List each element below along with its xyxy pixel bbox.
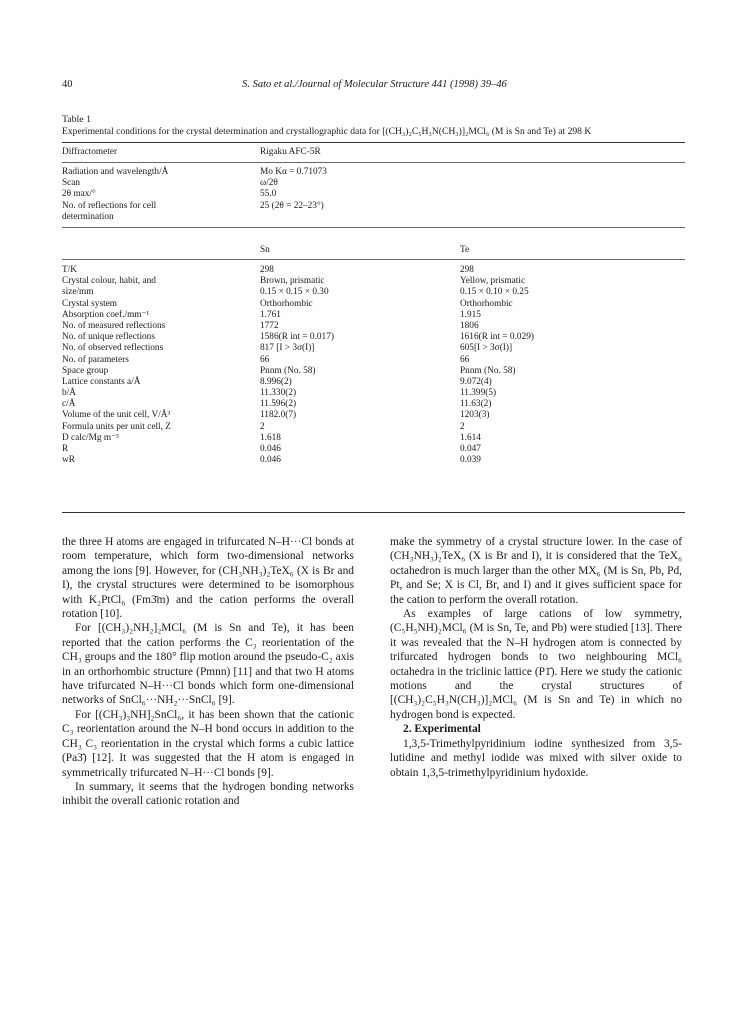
- row-sn-value: 2: [260, 421, 265, 432]
- table-row: [62, 167, 687, 178]
- page-number: 40: [62, 79, 73, 90]
- table-diffractometer-row: [62, 147, 687, 158]
- row-label: No. of measured reflections: [62, 320, 166, 331]
- table-column-headers: [62, 245, 687, 256]
- row-sn-value: 817 [I > 3σ(I)]: [260, 343, 315, 354]
- row-te-value: 0.039: [460, 455, 481, 466]
- row-label: Formula units per unit cell, Z: [62, 421, 171, 432]
- table-row: [62, 189, 687, 200]
- row-label: Absorption coef./mm⁻¹: [62, 309, 150, 320]
- row-label: Crystal colour, habit, and: [62, 276, 156, 287]
- left-paragraph: For [(CH₃)₂NH₂]₂MCl₆ (M is Sn and Te), it has been reported that the cation performs the C₃ reorientation of the CH₃ groups and the 180° flip motion around the pseudo-C₂ axis in an orthorhombic structure (Pmnn) [11] and that two H atoms have trifurcated N–H···Cl bonds which form one-dimensional networks of SnCl₆···NH₂···SnCl₆ [9].: [62, 622, 354, 707]
- row-sn-value: 0.046: [260, 444, 281, 454]
- table-bottom-rule: [62, 512, 685, 513]
- diffractometer-label: Diffractometer: [62, 147, 118, 157]
- row-label: Radiation and wavelength/Å: [62, 167, 169, 177]
- body-left-column: [62, 535, 354, 809]
- table-common-rows: [62, 167, 687, 223]
- row-sn-value: Orthorhombic: [260, 298, 313, 309]
- table-data-rows: [62, 265, 687, 466]
- left-paragraph: For [(CH₃)₃NH]₂SnCl₆, it has been shown that the cationic C₃ reorientation around the N–H bond occurs in addition to the CH₃ C₃ reorientation in the crystal which forms a cubic lattice (Pa3̄) [12]. It was suggested that the H atom is engaged in symmetrically trifurcated N–H···Cl bonds [9].: [62, 708, 354, 779]
- table-rule-2: [62, 227, 685, 228]
- row-sn-value: 1586(R int = 0.017): [260, 332, 334, 343]
- row-label: Volume of the unit cell, V/Å³: [62, 410, 171, 421]
- row-label: b/Å: [62, 388, 76, 399]
- table-row: [62, 422, 687, 433]
- row-value: 55.0: [260, 189, 277, 200]
- row-te-value: 2: [460, 421, 465, 432]
- row-label: No. of observed reflections: [62, 343, 164, 354]
- table-row: [62, 276, 687, 287]
- row-sn-value: 1.618: [260, 432, 281, 443]
- row-label: 2θ max/°: [62, 189, 96, 200]
- row-label: No. of reflections for cell: [62, 200, 157, 211]
- table-row: [62, 178, 687, 189]
- table-caption: Experimental conditions for the crystal determination and crystallographic data for [(CH₃)₂C₅H₃N(CH₃)]₂MCl₆ (M is Sn and Te) at 298 K: [62, 126, 592, 137]
- row-label: Lattice constants a/Å: [62, 376, 141, 387]
- table-row: [62, 287, 687, 298]
- row-value: 25 (2θ = 22–23°): [260, 200, 324, 211]
- row-value: Mo Kα = 0.71073: [260, 167, 327, 177]
- row-label: wR: [62, 455, 75, 466]
- row-label: D calc/Mg m⁻³: [62, 432, 119, 443]
- table-row: [62, 201, 687, 212]
- row-sn-value: 11.596(2): [260, 399, 297, 410]
- row-te-value: 0.15 × 0.10 × 0.25: [460, 287, 529, 298]
- table-row: [62, 366, 687, 377]
- row-sn-value: 298: [260, 265, 274, 275]
- table-label: Table 1: [62, 114, 91, 125]
- row-label: No. of parameters: [62, 354, 129, 365]
- table-row: [62, 299, 687, 310]
- table-row: [62, 388, 687, 399]
- running-header: [62, 79, 687, 93]
- row-sn-value: 1772: [260, 320, 279, 331]
- row-sn-value: 1.761: [260, 309, 281, 320]
- row-label: R: [62, 444, 69, 454]
- table-row: [62, 410, 687, 421]
- table-rule-1: [62, 162, 685, 163]
- table-row: [62, 310, 687, 321]
- table-row: [62, 399, 687, 410]
- row-sn-value: 8.996(2): [260, 376, 292, 387]
- table-row: [62, 212, 687, 223]
- table-row: [62, 455, 687, 466]
- row-label: size/mm: [62, 287, 94, 298]
- row-te-value: 605[I > 3σ(I)]: [460, 343, 513, 354]
- row-te-value: Orthorhombic: [460, 298, 513, 309]
- row-sn-value: 1182.0(7): [260, 410, 297, 421]
- table-row: [62, 444, 687, 455]
- row-te-value: 66: [460, 354, 470, 365]
- table-rule-3: [62, 259, 685, 260]
- table-row: [62, 343, 687, 354]
- table-row: [62, 321, 687, 332]
- row-sn-value: 66: [260, 354, 270, 365]
- table-row: [62, 265, 687, 276]
- diffractometer-value: Rigaku AFC-5R: [260, 147, 321, 157]
- table-row: [62, 377, 687, 388]
- running-head: S. Sato et al./Journal of Molecular Structure 441 (1998) 39–46: [242, 79, 507, 90]
- row-te-value: 1.614: [460, 432, 481, 443]
- row-sn-value: 0.15 × 0.15 × 0.30: [260, 287, 329, 298]
- column-header-sn: Sn: [260, 245, 270, 255]
- column-header-te: Te: [460, 245, 470, 255]
- row-label: Crystal system: [62, 298, 118, 309]
- row-te-value: 1616(R int = 0.029): [460, 332, 534, 343]
- row-te-value: 9.072(4): [460, 376, 492, 387]
- body-right-column: [390, 535, 682, 780]
- row-te-value: Pnnm (No. 58): [460, 365, 516, 376]
- row-sn-value: Pnnm (No. 58): [260, 365, 316, 376]
- row-te-value: 0.047: [460, 444, 481, 454]
- section-heading: 2. Experimental: [403, 723, 481, 736]
- table-row: [62, 332, 687, 343]
- row-sn-value: Brown, prismatic: [260, 276, 325, 287]
- row-label: No. of unique reflections: [62, 332, 155, 343]
- row-label: c/Å: [62, 399, 76, 410]
- right-paragraph: make the symmetry of a crystal structure lower. In the case of (CH₃NH₃)₂TeX₆ (X is Br and I), it is considered that the TeX₆ octahedron is much larger than the other MX₆ (M is Sn, Pb, Pd, Pt, and Se; X is Cl, Br, and I) and it gives sufficient space for the cation to perform the overall rotation.: [390, 536, 682, 606]
- row-sn-value: 0.046: [260, 455, 281, 466]
- left-paragraph: the three H atoms are engaged in trifurcated N–H···Cl bonds at room temperature, which form two-dimensional networks among the ions [9]. However, for (CH₃NH₃)₂TeX₆ (X is Br and I), the crystal structures were determined to be isomorphous with K₂PtCl₆ (Fm3̄m) and the cation performs the overall rotation [10].: [62, 536, 354, 621]
- row-te-value: 1806: [460, 320, 479, 331]
- row-te-value: 1.915: [460, 309, 481, 320]
- row-te-value: 11.63(2): [460, 399, 492, 410]
- row-te-value: 298: [460, 265, 474, 275]
- table-top-rule: [62, 142, 685, 143]
- row-value: ω/2θ: [260, 178, 278, 189]
- row-te-value: 11.399(5): [460, 388, 497, 399]
- table-row: [62, 355, 687, 366]
- row-sn-value: 11.330(2): [260, 388, 297, 399]
- right-paragraph: 1,3,5-Trimethylpyridinium iodine synthesized from 3,5-lutidine and methyl iodide was mixed with silver oxide to obtain 1,3,5-trimethylpyridinium hydoxide.: [390, 737, 682, 779]
- row-te-value: 1203(3): [460, 410, 490, 421]
- row-label: T/K: [62, 265, 77, 275]
- right-paragraph: As examples of large cations of low symmetry, (C₅H₅NH)₂MCl₆ (M is Sn, Te, and Pb) were studied [13]. There it was revealed that the N–H hydrogen atom is connected by trifurcated hydrogen bonds to two neighbouring MCl₆ octahedra in the triclinic lattice (P1̄). Here we study the cationic motions and the crystal structures of [(CH₃)₂C₅H₃N(CH₃)]₂MCl₆ (M is Sn and Te) in which no hydrogen bond is expected.: [390, 608, 682, 721]
- row-label: determination: [62, 211, 114, 222]
- table-row: [62, 433, 687, 444]
- left-paragraph: In summary, it seems that the hydrogen bonding networks inhibit the overall cationic rotation and: [62, 780, 354, 808]
- row-label: Space group: [62, 365, 109, 376]
- row-te-value: Yellow, prismatic: [460, 276, 526, 287]
- row-label: Scan: [62, 178, 81, 189]
